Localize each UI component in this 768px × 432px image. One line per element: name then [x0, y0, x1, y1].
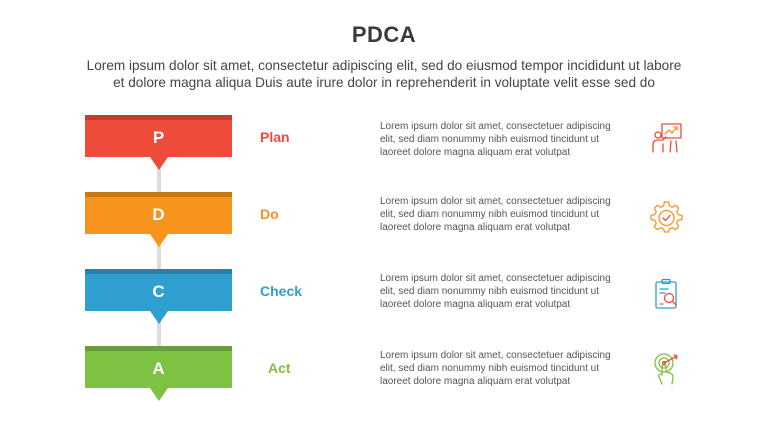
description-line: elit, sed diam nonummy nibh euismod tincidunt ut — [380, 286, 600, 297]
description-line: elit, sed diam nonummy nibh euismod tincidunt ut — [380, 363, 600, 374]
description-line: elit, sed diam nonummy nibh euismod tincidunt ut — [380, 209, 600, 220]
description-line: elit, sed diam nonummy nibh euismod tincidunt ut — [380, 134, 600, 145]
stage-pointer-act — [150, 388, 168, 401]
stage-pointer-check — [150, 311, 168, 324]
stage-block-plan: P — [85, 115, 232, 157]
description-line: laoreet dolore magna aliquam erat volutpat — [380, 299, 571, 310]
stage-block-do: D — [85, 192, 232, 234]
hand-target-icon — [650, 351, 684, 385]
stage-label-act: Act — [268, 360, 291, 376]
description-line: Lorem ipsum dolor sit amet, consectetuer adipiscing — [380, 196, 611, 207]
stage-row-check — [0, 269, 768, 341]
stage-row-act — [0, 346, 768, 418]
description-line: Lorem ipsum dolor sit amet, consectetuer adipiscing — [380, 273, 611, 284]
description-line: laoreet dolore magna aliquam erat volutpat — [380, 147, 571, 158]
subtitle-line-1: Lorem ipsum dolor sit amet, consectetur adipiscing elit, sed do eiusmod tempor incididunt ut labore — [86, 58, 682, 73]
strategy-board-icon — [650, 121, 684, 155]
page-subtitle — [20, 57, 748, 91]
clipboard-search-icon — [650, 277, 684, 311]
description-line: Lorem ipsum dolor sit amet, consectetuer adipiscing — [380, 350, 611, 361]
stage-description-plan — [380, 120, 625, 159]
stage-block-check: C — [85, 269, 232, 311]
stage-pointer-plan — [150, 157, 168, 170]
gear-check-icon — [650, 201, 684, 235]
description-line: laoreet dolore magna aliquam erat volutpat — [380, 222, 571, 233]
description-line: Lorem ipsum dolor sit amet, consectetuer adipiscing — [380, 121, 611, 132]
stage-row-plan — [0, 115, 768, 187]
stage-description-act — [380, 349, 625, 388]
stage-label-do: Do — [260, 206, 279, 222]
stage-row-do — [0, 192, 768, 264]
subtitle-line-2: et dolore magna aliqua Duis aute irure dolor in reprehenderit in voluptate velit esse sed do — [113, 75, 655, 90]
stage-description-check — [380, 272, 625, 311]
stage-description-do — [380, 195, 625, 234]
stage-pointer-do — [150, 234, 168, 247]
description-line: laoreet dolore magna aliquam erat volutpat — [380, 376, 571, 387]
page-title: PDCA — [351, 22, 417, 47]
stage-label-plan: Plan — [260, 129, 290, 145]
stage-label-check: Check — [260, 283, 303, 299]
stage-block-act: A — [85, 346, 232, 388]
